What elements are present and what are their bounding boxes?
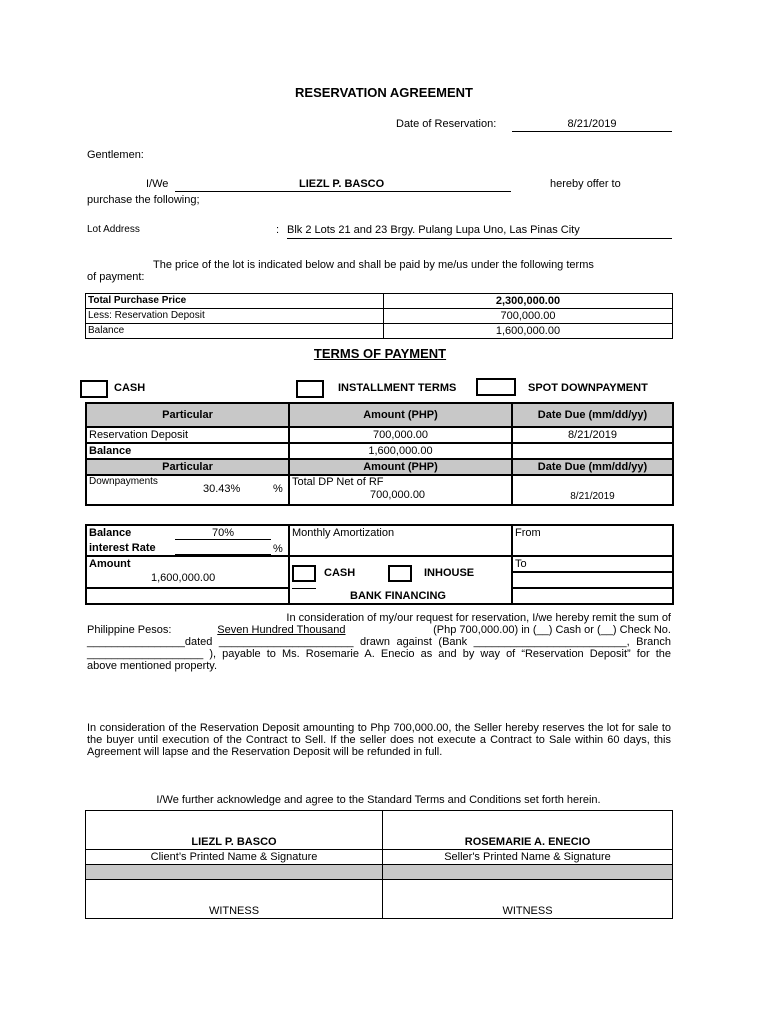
amort-empty-cell-2 xyxy=(512,588,673,604)
seller-gray-row xyxy=(383,865,673,880)
buyer-name: LIEZL P. BASCO xyxy=(175,178,511,192)
iwe-label: I/We xyxy=(146,178,169,190)
balance-value: 1,600,000.00 xyxy=(384,324,673,339)
amount-value: 1,600,000.00 xyxy=(151,572,216,584)
dp-net-label: Total DP Net of RF xyxy=(292,476,384,488)
offer-text-2: purchase the following; xyxy=(87,194,200,206)
header2-amount: Amount (PHP) xyxy=(289,459,512,475)
reservation-deposit-label: Reservation Deposit xyxy=(86,427,289,443)
amort-balance-cell xyxy=(86,525,289,556)
reservation-terms-paragraph: In consideration of the Reservation Deposit amounting to Php 700,000.00, the Seller hereby reserves the lot for sale to the buyer until execution of the Contract to Sell. If the seller does not execute a Contract to Sale within 60 days, this Agreement will lapse and the Reservation Deposit will be refunded in full. xyxy=(87,722,671,758)
cash-option-label: CASH xyxy=(114,382,146,394)
page-title: RESERVATION AGREEMENT xyxy=(295,85,473,100)
amortization-table xyxy=(85,524,674,605)
remittance-line-2 xyxy=(87,624,671,636)
interest-rate-field[interactable] xyxy=(175,541,271,555)
financing-cash-checkbox[interactable] xyxy=(292,565,316,582)
date-label: Date of Reservation: xyxy=(396,118,497,130)
amort-balance-label: Balance xyxy=(89,527,132,539)
price-intro-2: of payment: xyxy=(87,271,145,283)
lot-colon: : xyxy=(276,224,280,236)
financing-cash-label: CASH xyxy=(324,567,356,579)
remittance-paragraph xyxy=(87,612,671,672)
client-name: LIEZL P. BASCO xyxy=(86,811,383,850)
from-label: From xyxy=(512,525,673,556)
deposit-value: 700,000.00 xyxy=(384,309,673,324)
reservation-deposit-amount: 700,000.00 xyxy=(289,427,512,443)
signature-table xyxy=(85,810,673,919)
interest-percent-sign: % xyxy=(273,543,283,555)
schedule-table xyxy=(85,402,674,506)
downpayment-percent: 30.43% xyxy=(203,483,241,495)
acknowledge-text: I/We further acknowledge and agree to the Standard Terms and Conditions set forth herein. xyxy=(156,794,601,806)
remittance-line-4: ___________________ ), payable to Ms. Rosemarie A. Enecio as and by way of “Reservation Deposit” for the xyxy=(87,648,671,660)
header2-due: Date Due (mm/dd/yy) xyxy=(512,459,673,475)
monthly-amortization-label: Monthly Amortization xyxy=(289,525,512,556)
lot-address: Blk 2 Lots 21 and 23 Brgy. Pulang Lupa Uno, Las Pinas City xyxy=(287,224,672,239)
client-gray-row xyxy=(86,865,383,880)
inhouse-label: INHOUSE xyxy=(424,567,475,579)
header-amount: Amount (PHP) xyxy=(289,403,512,427)
downpayments-cell xyxy=(86,475,289,505)
amount-cell xyxy=(86,556,289,588)
witness-right: WITNESS xyxy=(383,880,673,919)
pesos-label: Philippine Pesos: xyxy=(87,624,172,636)
total-price-value: 2,300,000.00 xyxy=(384,294,673,309)
installment-checkbox[interactable] xyxy=(296,380,324,398)
balance-label: Balance xyxy=(86,324,384,339)
schedule-balance-label: Balance xyxy=(86,443,289,459)
downpayments-label: Downpayments xyxy=(89,476,158,487)
client-caption: Client’s Printed Name & Signature xyxy=(86,850,383,865)
bank-financing-label: BANK FINANCING xyxy=(350,589,446,602)
total-price-label: Total Purchase Price xyxy=(86,294,384,309)
lot-address-label: Lot Address xyxy=(87,224,140,235)
date-value: 8/21/2019 xyxy=(512,118,672,132)
financing-options-cell xyxy=(289,556,512,588)
amort-empty-cell xyxy=(86,588,289,604)
header-due: Date Due (mm/dd/yy) xyxy=(512,403,673,427)
interest-label: interest Rate xyxy=(89,542,156,554)
pesos-words: Seven Hundred Thousand xyxy=(217,624,346,636)
seller-caption: Seller's Printed Name & Signature xyxy=(383,850,673,865)
remittance-line-1: In consideration of my/our request for reservation, I/we hereby remit the sum of xyxy=(286,612,671,624)
remittance-line-2-rest: (Php 700,000.00) in (__) Cash or (__) Check No. xyxy=(433,624,671,636)
cash-checkbox[interactable] xyxy=(80,380,108,398)
witness-left: WITNESS xyxy=(86,880,383,919)
schedule-balance-due xyxy=(512,443,673,459)
spot-option-label: SPOT DOWNPAYMENT xyxy=(528,382,648,394)
deposit-label: Less: Reservation Deposit xyxy=(86,309,384,324)
dp-net-amount: 700,000.00 xyxy=(370,489,426,501)
schedule-balance-amount: 1,600,000.00 xyxy=(289,443,512,459)
inhouse-checkbox[interactable] xyxy=(388,565,412,582)
dp-due: 8/21/2019 xyxy=(512,475,673,505)
price-intro-1: The price of the lot is indicated below and shall be paid by me/us under the following terms xyxy=(153,259,594,271)
amort-balance-percent: 70% xyxy=(175,526,271,540)
spot-checkbox[interactable] xyxy=(476,378,516,396)
reservation-deposit-due: 8/21/2019 xyxy=(512,427,673,443)
to-label: To xyxy=(512,556,673,572)
price-table xyxy=(85,293,673,339)
amount-label: Amount xyxy=(89,558,131,570)
header2-particular: Particular xyxy=(86,459,289,475)
salutation: Gentlemen: xyxy=(87,149,144,161)
remittance-line-5: above mentioned property. xyxy=(87,660,218,672)
seller-name: ROSEMARIE A. ENECIO xyxy=(383,811,673,850)
percent-sign: % xyxy=(273,483,283,495)
offer-text: hereby offer to xyxy=(550,178,621,190)
remittance-line-3: ________________dated ______________________ drawn against (Bank _________________________, Branch xyxy=(87,636,671,648)
terms-heading: TERMS OF PAYMENT xyxy=(313,346,447,361)
header-particular: Particular xyxy=(86,403,289,427)
bank-financing-checkbox[interactable] xyxy=(292,588,316,589)
bank-financing-cell xyxy=(289,588,512,604)
installment-option-label: INSTALLMENT TERMS xyxy=(338,382,457,394)
to-value xyxy=(512,572,673,588)
dp-net-cell xyxy=(289,475,512,505)
